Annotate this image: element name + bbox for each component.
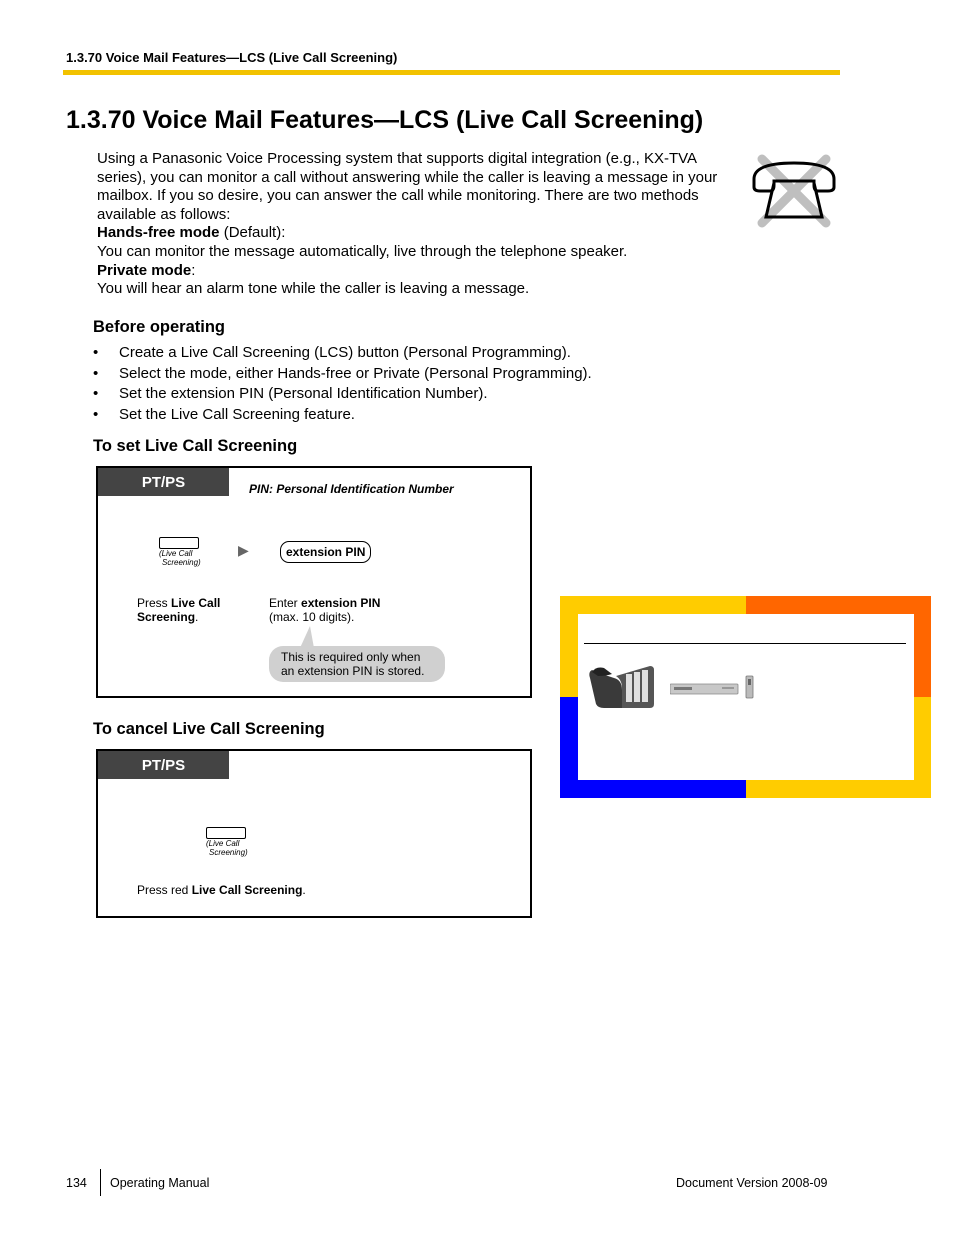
- cancel-lcs-procedure-box: [96, 749, 532, 918]
- note-bubble: This is required only when an extension PIN is stored.: [269, 646, 445, 682]
- list-item: [93, 365, 592, 386]
- list-item-text: Create a Live Call Screening (LCS) button (Personal Programming).: [119, 344, 571, 361]
- button-caption-line2: Screening): [209, 848, 248, 857]
- footer-manual: Operating Manual: [110, 1176, 210, 1190]
- mode1-suffix: (Default):: [219, 224, 286, 242]
- list-item: [93, 344, 592, 365]
- handset-crossed-icon: [750, 153, 842, 229]
- cancel-lcs-heading: To cancel Live Call Screening: [93, 720, 325, 738]
- voice-processing-unit-icon: [670, 674, 760, 700]
- pt-ps-tag: PT/PS: [98, 751, 229, 779]
- bubble-pointer: [294, 626, 314, 648]
- footer-divider: [100, 1169, 101, 1196]
- arrow-right-icon: ▶: [238, 542, 249, 558]
- bullet: •: [93, 405, 99, 423]
- intro-text: [97, 150, 747, 299]
- step2-line1: [269, 596, 380, 610]
- list-item-text: Set the Live Call Screening feature.: [119, 405, 355, 423]
- step2-line2: (max. 10 digits).: [269, 610, 355, 624]
- bullet: •: [93, 344, 99, 361]
- mode2-line: [97, 262, 747, 281]
- set-lcs-procedure-box: [96, 466, 532, 698]
- cancel-step-text: [137, 883, 306, 897]
- list-item: [93, 385, 592, 406]
- bullet: •: [93, 385, 99, 402]
- cancel-step-bold: Live Call Screening: [191, 883, 303, 897]
- step1-suffix: .: [195, 610, 199, 624]
- set-lcs-heading: To set Live Call Screening: [93, 437, 298, 455]
- step1-text: [137, 596, 247, 624]
- before-operating-heading: Before operating: [93, 318, 226, 336]
- before-operating-list: [93, 344, 592, 426]
- button-caption-line1: (Live Call: [159, 549, 193, 558]
- button-caption: [206, 839, 248, 857]
- footer-version: Document Version 2008-09: [676, 1176, 828, 1190]
- step2-bold: extension PIN: [301, 596, 381, 610]
- pt-ps-tag: PT/PS: [98, 468, 229, 496]
- list-item-text: Select the mode, either Hands-free or Private (Personal Programming).: [119, 364, 592, 382]
- running-header: 1.3.70 Voice Mail Features—LCS (Live Call Screening): [66, 50, 398, 65]
- extension-pin-box: extension PIN: [280, 541, 371, 563]
- mode1-label: Hands-free mode: [97, 224, 220, 242]
- sidebar-panel: [560, 596, 931, 798]
- mode2-suffix: :: [191, 261, 196, 279]
- step2-prefix: Enter: [269, 596, 302, 610]
- pin-note: PIN: Personal Identification Number: [249, 482, 454, 496]
- section-title: 1.3.70 Voice Mail Features—LCS (Live Call Screening): [66, 106, 704, 134]
- panel-content: [578, 614, 914, 780]
- panel-rule: [584, 643, 906, 644]
- list-item: [93, 406, 592, 427]
- page-number: 134: [66, 1176, 87, 1190]
- mode1-description: You can monitor the message automatically, live through the telephone speaker.: [97, 242, 628, 260]
- list-item-text: Set the extension PIN (Personal Identification Number).: [119, 385, 488, 402]
- cancel-step-prefix: Press red: [137, 883, 192, 897]
- live-call-screening-button-icon: [206, 827, 246, 839]
- button-caption-line2: Screening): [162, 558, 201, 567]
- mode2-description: You will hear an alarm tone while the caller is leaving a message.: [97, 280, 530, 298]
- step1-prefix: Press: [137, 596, 172, 610]
- step1-bold: Live Call Screening: [137, 596, 221, 624]
- desk-phone-icon: [586, 660, 656, 712]
- live-call-screening-button-icon: [159, 537, 199, 549]
- intro-paragraph: Using a Panasonic Voice Processing system that supports digital integration (e.g., KX-TVA series), you can monitor a call without answering while the caller is leaving a message in your mailbox. If you so desire, you can answer the call while monitoring. There are two methods available as follows:: [97, 150, 718, 223]
- mode2-label: Private mode: [97, 261, 192, 279]
- step2-text: [269, 596, 380, 624]
- bullet: •: [93, 364, 99, 382]
- button-caption-line1: (Live Call: [206, 839, 240, 848]
- cancel-step-suffix: .: [302, 883, 306, 897]
- header-rule: [63, 70, 840, 75]
- mode1-line: [97, 224, 747, 243]
- button-caption: [159, 549, 201, 567]
